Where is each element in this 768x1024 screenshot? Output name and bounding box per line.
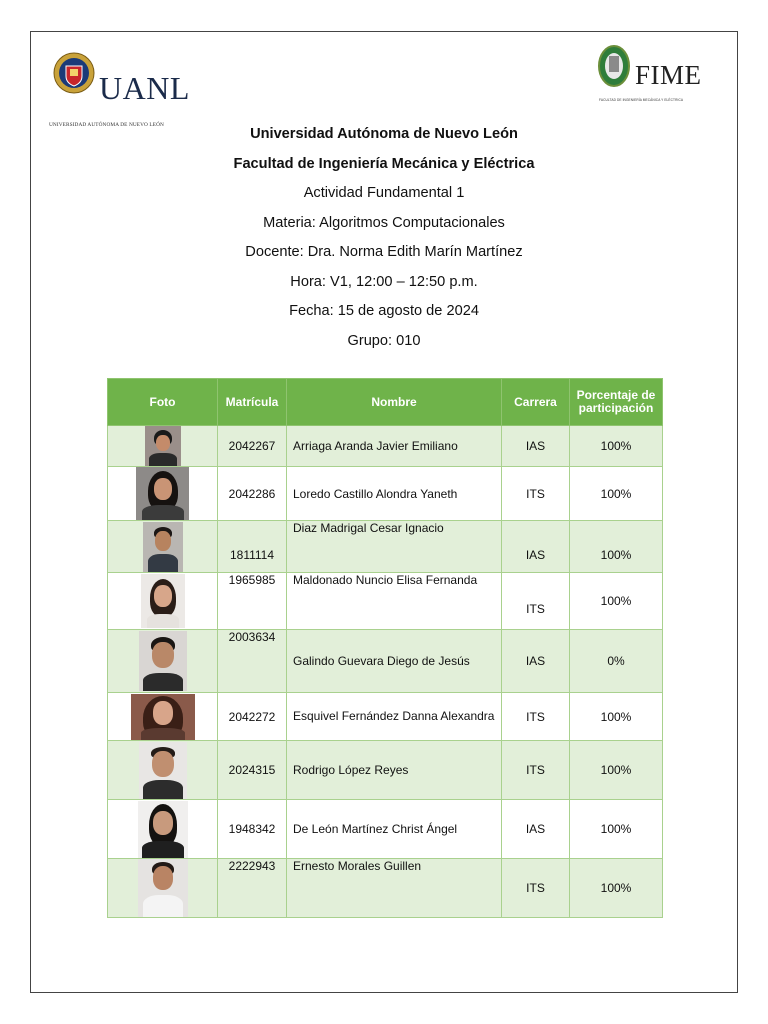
student-photo-icon (136, 467, 189, 520)
header-career: Carrera (502, 379, 570, 426)
student-id: 2003634 (218, 630, 287, 693)
fime-wordmark: FIME (635, 60, 702, 90)
student-name: De León Martínez Christ Ángel (287, 800, 502, 859)
student-photo-icon (131, 694, 195, 740)
faculty-name: Facultad de Ingeniería Mecánica y Eléctrica (233, 155, 535, 172)
student-participation: 100% (570, 800, 663, 859)
table-row (108, 521, 663, 573)
fime-seal-icon (597, 42, 631, 90)
table-row (108, 859, 663, 918)
student-participation: 100% (570, 741, 663, 800)
student-career: ITS (502, 859, 570, 918)
fime-subtitle: FACULTAD DE INGENIERÍA MECÁNICA Y ELÉCTRICA (599, 98, 684, 102)
student-participation: 100% (570, 467, 663, 521)
student-career: IAS (502, 630, 570, 693)
student-career: IAS (502, 800, 570, 859)
student-name: Maldonado Nuncio Elisa Fernanda (287, 573, 502, 630)
student-photo (108, 859, 218, 918)
student-name: Arriaga Aranda Javier Emiliano (287, 426, 502, 467)
uanl-subtitle: UNIVERSIDAD AUTÓNOMA DE NUEVO LEÓN (49, 122, 164, 128)
student-photo-icon (141, 574, 185, 628)
group-line: Grupo: 010 (347, 332, 421, 349)
student-photo-icon (145, 426, 181, 466)
student-id: 2042286 (218, 467, 287, 521)
student-id: 1811114 (218, 521, 287, 573)
student-participation: 100% (570, 521, 663, 573)
participation-table (107, 378, 663, 918)
student-participation: 100% (570, 693, 663, 741)
student-photo (108, 521, 218, 573)
student-participation: 0% (570, 630, 663, 693)
table-row (108, 426, 663, 467)
student-id: 2042267 (218, 426, 287, 467)
student-photo-icon (139, 631, 187, 691)
student-career: ITS (502, 741, 570, 800)
student-participation: 100% (570, 573, 663, 630)
student-participation: 100% (570, 426, 663, 467)
table-row (108, 741, 663, 800)
student-name: Esquivel Fernández Danna Alexandra (287, 693, 502, 741)
date-line: Fecha: 15 de agosto de 2024 (289, 303, 479, 319)
table-row (108, 467, 663, 521)
student-photo (108, 693, 218, 741)
header-id: Matrícula (218, 379, 287, 426)
uanl-seal-icon (53, 52, 95, 94)
table-row (108, 630, 663, 693)
student-photo (108, 630, 218, 693)
student-career: ITS (502, 467, 570, 521)
student-photo (108, 467, 218, 521)
activity-title: Actividad Fundamental 1 (303, 185, 465, 201)
student-name: Diaz Madrigal Cesar Ignacio (287, 521, 502, 573)
table-row (108, 693, 663, 741)
document-page (30, 31, 738, 993)
student-name: Loredo Castillo Alondra Yaneth (287, 467, 502, 521)
student-name: Galindo Guevara Diego de Jesús (287, 630, 502, 693)
student-photo-icon (139, 742, 187, 799)
student-participation: 100% (570, 859, 663, 918)
student-photo (108, 426, 218, 467)
student-name: Rodrigo López Reyes (287, 741, 502, 800)
student-id: 2042272 (218, 693, 287, 741)
student-id: 2024315 (218, 741, 287, 800)
uanl-wordmark: UANL (99, 70, 190, 106)
header-participation: Porcentaje de participación (570, 379, 663, 426)
table-header-row (108, 379, 663, 426)
teacher-line: Docente: Dra. Norma Edith Marín Martínez (245, 244, 523, 260)
student-id: 2222943 (218, 859, 287, 918)
table-row (108, 800, 663, 859)
student-id: 1965985 (218, 573, 287, 630)
student-photo (108, 800, 218, 859)
student-career: ITS (502, 693, 570, 741)
student-photo-icon (143, 522, 183, 572)
student-career: IAS (502, 521, 570, 573)
fime-logo (597, 42, 709, 112)
header-photo: Foto (108, 379, 218, 426)
student-photo (108, 573, 218, 630)
header-name: Nombre (287, 379, 502, 426)
student-career: IAS (502, 426, 570, 467)
time-line: Hora: V1, 12:00 – 12:50 p.m. (290, 273, 478, 290)
student-photo (108, 741, 218, 800)
student-id: 1948342 (218, 800, 287, 859)
student-career: ITS (502, 573, 570, 630)
student-name: Ernesto Morales Guillen (287, 859, 502, 918)
document-header (31, 120, 737, 356)
student-photo-icon (138, 801, 188, 858)
university-name: Universidad Autónoma de Nuevo León (250, 126, 518, 142)
subject-line: Materia: Algoritmos Computacionales (263, 214, 505, 231)
table-row (108, 573, 663, 630)
student-photo-icon (138, 859, 188, 917)
